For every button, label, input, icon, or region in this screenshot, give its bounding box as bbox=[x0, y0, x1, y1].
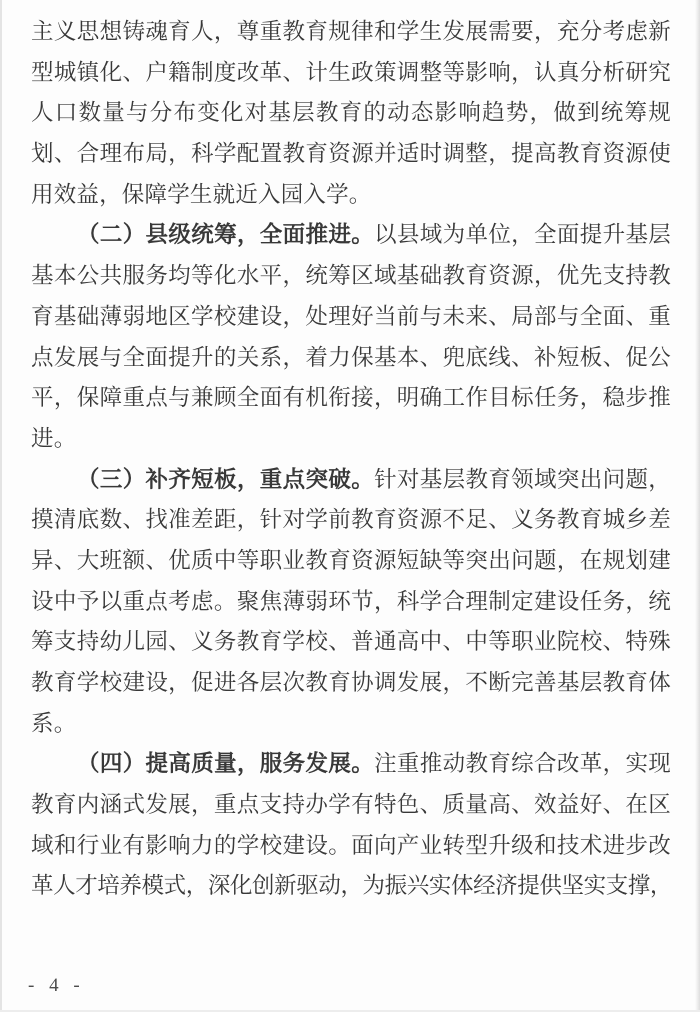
text-line bbox=[31, 215, 671, 256]
text-line: 平，保障重点与兼顾全面有机衔接，明确工作目标任务，稳步推 bbox=[31, 385, 671, 411]
document-body bbox=[31, 12, 671, 907]
text-line: 进。 bbox=[31, 425, 77, 451]
text-line: 育基础薄弱地区学校建设，处理好当前与未来、局部与全面、重 bbox=[31, 303, 671, 329]
scan-edge-right bbox=[695, 0, 700, 1012]
paragraph-section-2 bbox=[31, 215, 671, 459]
text-line: 用效益，保障学生就近入园入学。 bbox=[31, 181, 372, 207]
paragraph-section-4 bbox=[31, 744, 671, 907]
text-line: 型城镇化、户籍制度改革、计生政策调整等影响，认真分析研究 bbox=[31, 59, 671, 85]
paragraph-continuation bbox=[31, 12, 671, 215]
text-line: 教育学校建设，促进各层次教育协调发展，不断完善基层教育体 bbox=[31, 670, 671, 695]
text-line: 人口数量与分布变化对基层教育的动态影响趋势，做到统筹规 bbox=[31, 100, 671, 126]
section-heading-2: （二）县级统筹，全面推进。 bbox=[77, 222, 375, 248]
section-text: 以县域为单位，全面提升基层 bbox=[374, 222, 671, 248]
text-line: 点发展与全面提升的关系，着力保基本、兜底线、补短板、促公 bbox=[31, 344, 671, 370]
text-line bbox=[31, 460, 671, 501]
text-line: 系。 bbox=[31, 710, 77, 736]
section-heading-4: （四）提高质量，服务发展。 bbox=[77, 751, 375, 777]
text-line: 教育内涵式发展，重点支持办学有特色、质量高、效益好、在区 bbox=[31, 792, 671, 818]
text-line: 划、合理布局，科学配置教育资源并适时调整，提高教育资源使 bbox=[31, 141, 671, 167]
text-line: 主义思想铸魂育人，尊重教育规律和学生发展需要，充分考虑新 bbox=[31, 19, 671, 44]
section-text: 针对基层教育领域突出问题， bbox=[374, 466, 671, 492]
text-line: 筹支持幼儿园、义务教育学校、普通高中、中等职业院校、特殊 bbox=[31, 629, 671, 655]
text-line: 域和行业有影响力的学校建设。面向产业转型升级和技术进步改 bbox=[31, 832, 671, 858]
text-line: 革人才培养模式，深化创新驱动，为振兴实体经济提供坚实支撑， bbox=[31, 873, 671, 899]
section-text: 注重推动教育综合改革，实现 bbox=[374, 751, 671, 777]
page-number: - 4 - bbox=[28, 975, 85, 996]
section-heading-3: （三）补齐短板，重点突破。 bbox=[77, 466, 375, 492]
text-line: 基本公共服务均等化水平，统筹区域基础教育资源，优先支持教 bbox=[31, 263, 671, 289]
text-line: 异、大班额、优质中等职业教育资源短缺等突出问题，在规划建 bbox=[31, 547, 671, 573]
text-line: 设中予以重点考虑。聚焦薄弱环节，科学合理制定建设任务，统 bbox=[31, 588, 671, 614]
scan-edge-left bbox=[0, 0, 2, 1012]
paragraph-section-3 bbox=[31, 460, 671, 745]
text-line: 摸清底数、找准差距，针对学前教育资源不足、义务教育城乡差 bbox=[31, 507, 671, 533]
text-line bbox=[31, 744, 671, 785]
